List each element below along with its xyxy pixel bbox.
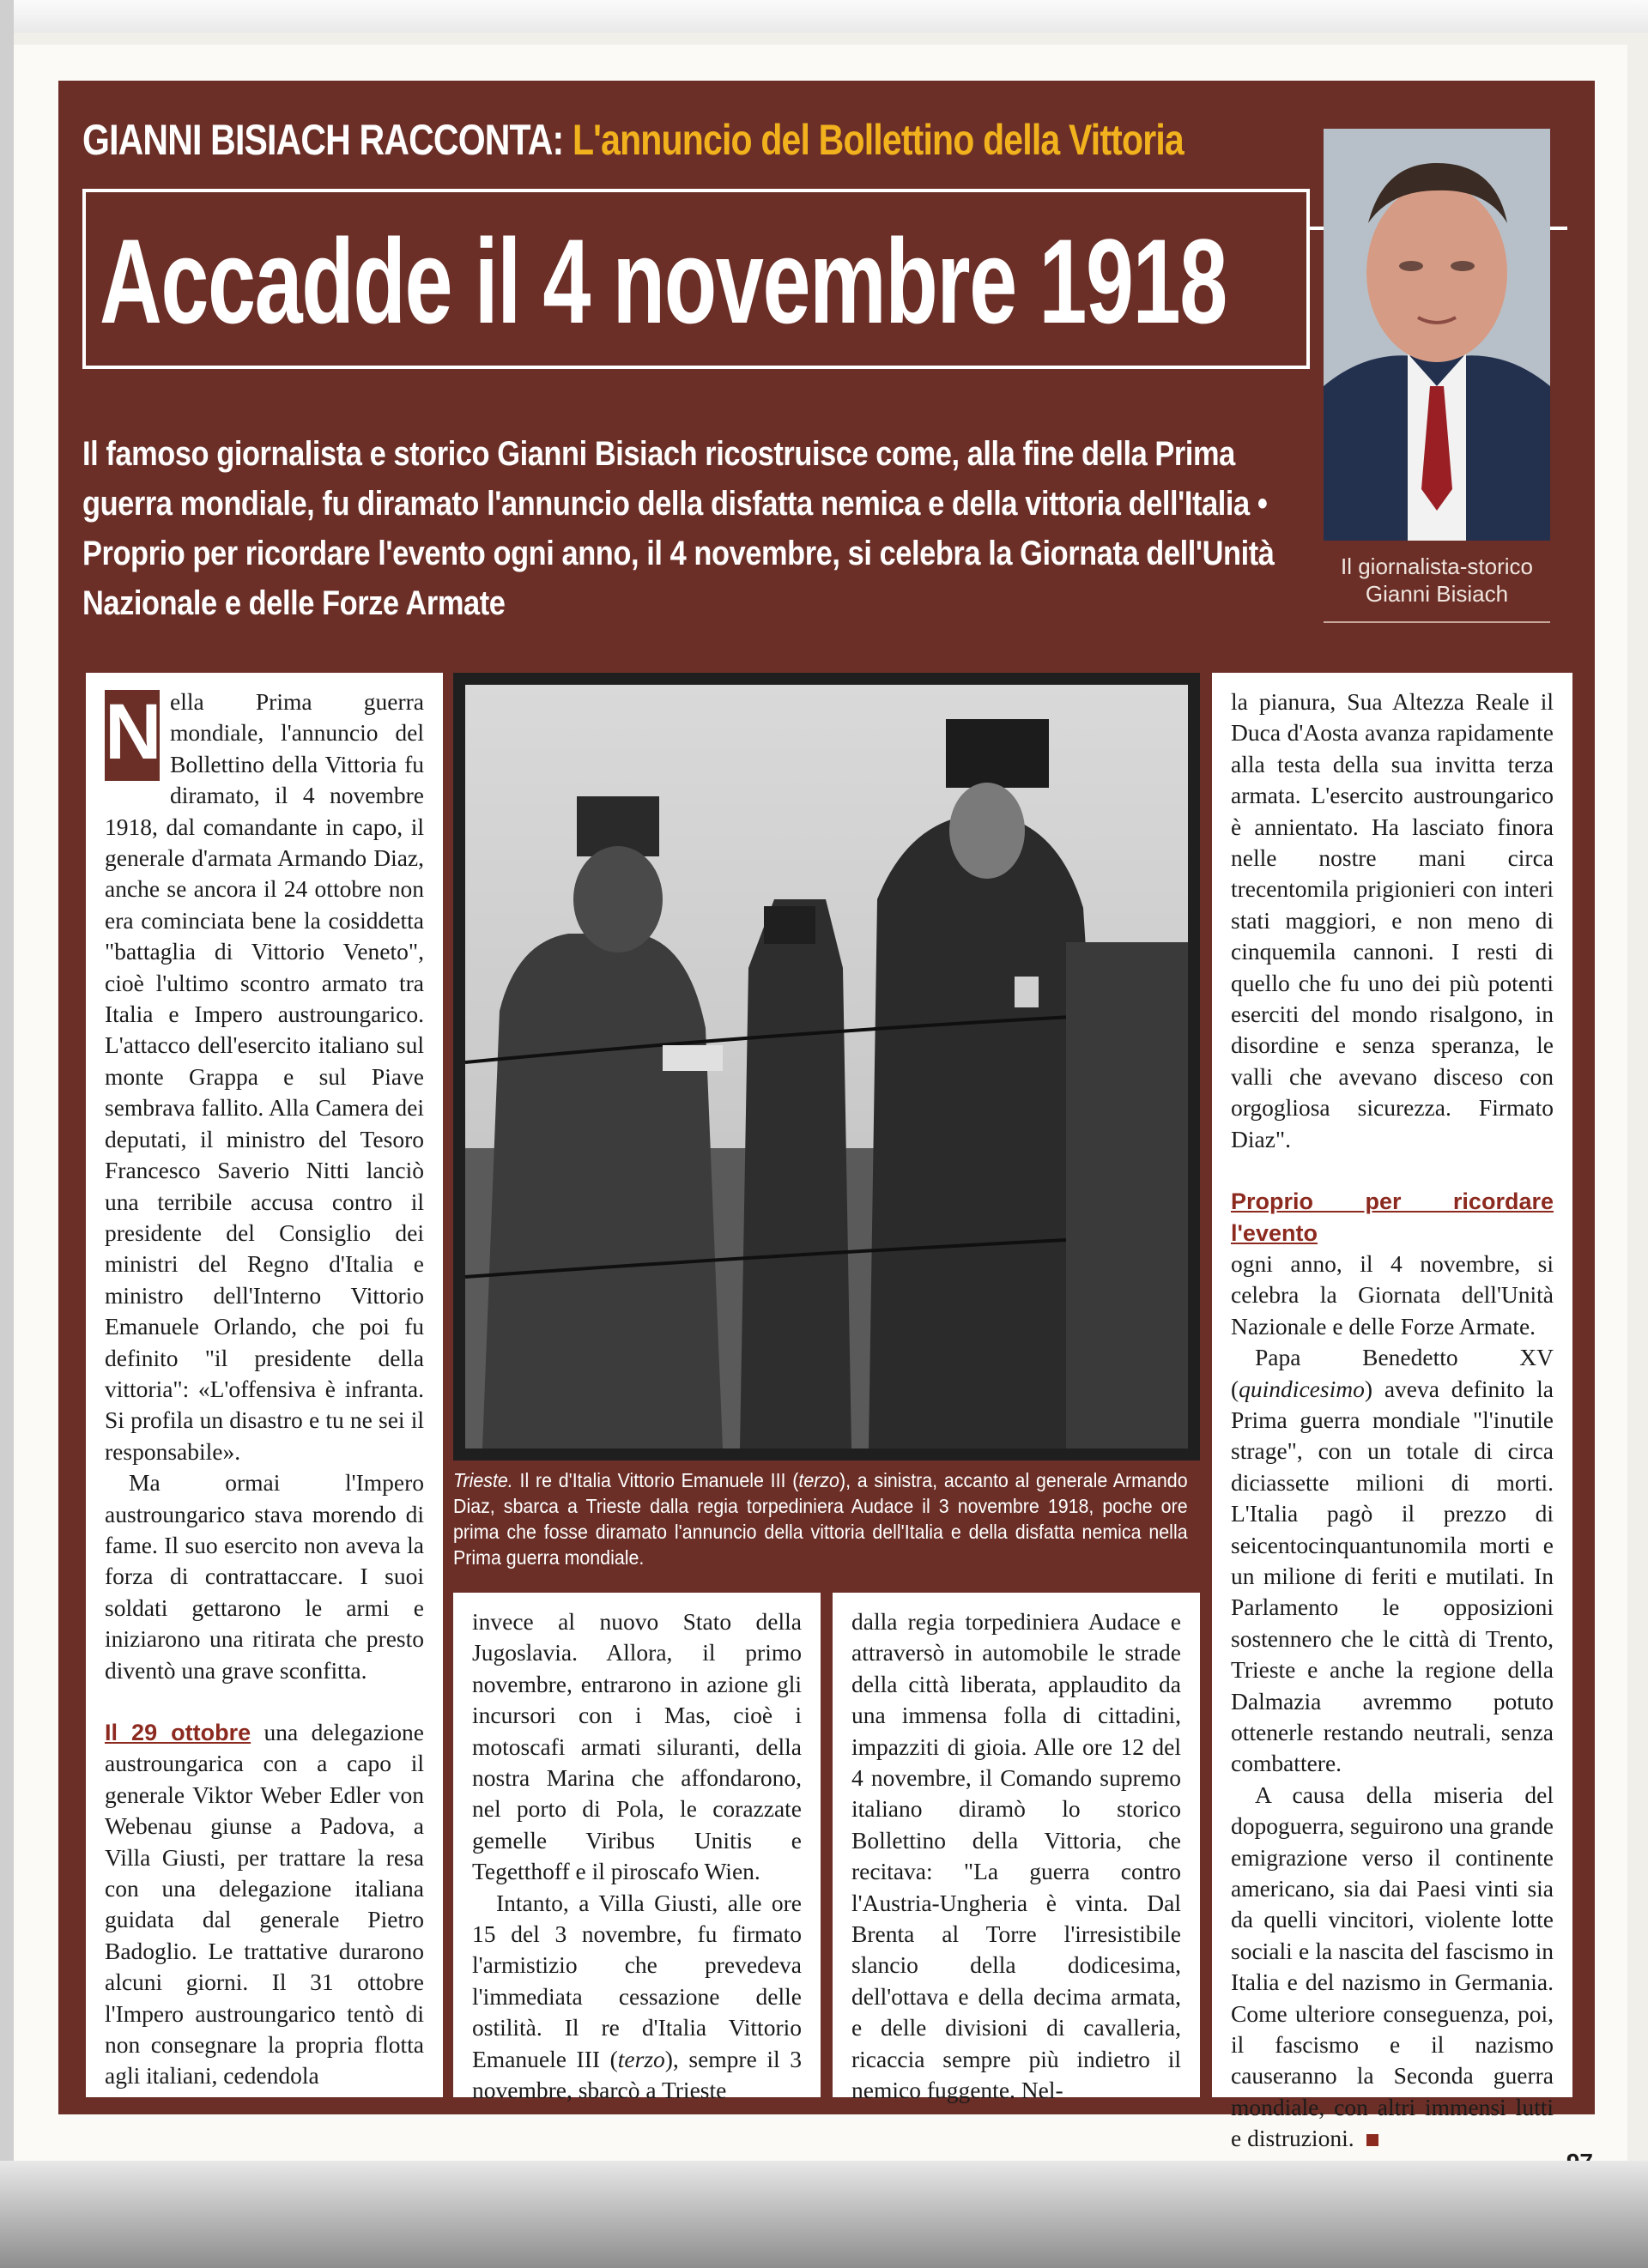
col2-para1: invece al nuovo Stato della Jugoslavia. Allora, il primo novembre, entrarono in azione gli incursori con i Mas, cioè i motoscafi armati siluranti, della nostra Marina che affondarono, nel porto di Pola, le corazzate gemelle Viribus Unitis e Tegetthoff e il piroscafo Wien. (472, 1608, 802, 1885)
scan-bottom-edge (0, 2161, 1648, 2268)
caption-italic: terzo (798, 1469, 839, 1491)
photo-caption (453, 1467, 1200, 1581)
standfirst (82, 429, 1301, 635)
scan-top-edge (0, 0, 1648, 33)
portrait-caption (1320, 553, 1554, 620)
scan-left-edge (0, 0, 14, 2268)
col4-para4-text: A causa della miseria del dopoguerra, seguirono una grande emigrazione verso il continente americano, sia dai Paesi vinti sia da quelli vincitori, violente lotte sociali e la nascita del fascismo in Italia e del nazismo in Germania. Come ulteriore conseguenza, poi, il fascismo e il nazismo causeranno la Seconda guerra mondiale, con altri immensi lutti e distruzioni. (1231, 1781, 1554, 2152)
end-mark-icon (1366, 2134, 1378, 2146)
column-4 (1212, 673, 1572, 2152)
subhead-29-ottobre: Il 29 ottobre (105, 1720, 251, 1745)
caption-rule (1324, 621, 1550, 623)
portrait-caption-line2: Gianni Bisiach (1365, 581, 1509, 607)
author-portrait (1324, 129, 1550, 541)
magazine-page (14, 45, 1627, 2161)
subhead-proprio-per-ricordare: Proprio per ricordare l'evento (1231, 1188, 1554, 1246)
col4-para3-b: ) aveva definito la Prima guerra mondiale "l'inutile strage", con un totale di circa diciassette milioni di morti. L'Italia pagò il prezzo di seicentocinquantunomila morti e un milione di feriti e mutilati. In Parlamento le opposizioni sostennero che le città di Trento, Trieste e anche la regione della Dalmazia avremmo potuto ottenerle restando neutrali, senza combattere. (1231, 1375, 1554, 1777)
col1-para3-text: una delegazione austroungarica con a capo il generale Viktor Weber Edler von Webenau giunse a Padova, a Villa Giusti, per trattare la resa con una delegazione italiana guidata dal generale Pietro Badoglio. Le trattative durarono alcuni giorni. Il 31 ottobre l'Impero austroungarico tentò di non consegnare la propria flotta agli italiani, cedendola (105, 1719, 424, 2090)
kicker (82, 110, 1184, 170)
col2-para2 (472, 1888, 802, 2107)
col4-subhead (1231, 1186, 1554, 1249)
col1-para1 (105, 686, 424, 1467)
col4-para2: ogni anno, il 4 novembre, si celebra la Giornata dell'Unità Nazionale e delle Forze Armate. (1231, 1249, 1554, 1340)
col1-para2: Ma ormai l'Impero austroungarico stava morendo di fame. Il suo esercito non aveva la forza di contrattaccare. I suoi soldati gettarono le armi e iniziarono una ritirata che presto diventò una grave sconfitta. (105, 1469, 424, 1684)
standfirst-text: Il famoso giornalista e storico Gianni Bisiach ricostruisce come, alla fine della Prima guerra mondiale, fu diramato l'annuncio della disfatta nemica e della vittoria dell'Italia • Proprio per ricordare l'evento ogni anno, il 4 novembre, si celebra la Giornata dell'Unità Nazionale e delle Forze Armate (82, 435, 1275, 622)
photo-caption-text (453, 1467, 1188, 1570)
col4-para1: la pianura, Sua Altezza Reale il Duca d'Aosta avanza rapidamente alla testa della sua invitta terza armata. L'esercito austroungarico è annientato. Ha lasciato finora nelle nostre mani circa trecentomila prigionieri con interi stati maggiori, e non meno di cinquemila cannoni. I resti di quello che fu uno dei più potenti eserciti del mondo risalgono, in disordine e senza speranza, le valli che avevano disceso con orgogliosa sicurezza. Firmato Diaz". (1231, 688, 1554, 1152)
column-3 (833, 1593, 1200, 2104)
portrait-caption-line1: Il giornalista-storico (1341, 553, 1533, 579)
col2-para2-italic: terzo (617, 2045, 665, 2072)
caption-part-a: Il re d'Italia Vittorio Emanuele III ( (512, 1469, 799, 1491)
drop-cap: N (105, 690, 160, 781)
col4-para4 (1231, 1780, 1554, 2155)
kicker-topic: L'annuncio del Bollettino della Vittoria (572, 116, 1184, 164)
col1-para1-text: ella Prima guerra mondiale, l'annuncio del Bollettino della Vittoria fu diramato, il 4 novembre 1918, dal comandante in capo, il generale d'armata Armando Diaz, anche se ancora il 24 ottobre non era cominciata bene la cosiddetta "battaglia di Vittorio Veneto", cioè l'ultimo scontro armato tra Italia e Impero austroungarico. L'attacco dell'esercito italiano sul monte Grappa e sul Piave sembrava fallito. Alla Camera dei deputati, il ministro del Tesoro Francesco Saverio Nitti lanciò una terribile accusa contro il presidente del Consiglio dei ministri del Regno d'Italia e ministro dell'Interno Vittorio Emanuele Orlando, che poi fu definito "il presidente della vittoria": «L'offensiva è infranta. Si profila un disastro e tu ne sei il responsabile». (105, 688, 424, 1465)
column-2 (453, 1593, 821, 2104)
col1-para3 (105, 1717, 424, 2092)
column-1 (86, 673, 443, 2097)
historical-photo (453, 673, 1200, 1461)
col4-para3-italic: quindicesimo (1239, 1375, 1365, 1402)
page-title: Accadde il 4 novembre 1918 (100, 214, 1227, 348)
kicker-author: GIANNI BISIACH RACCONTA: (82, 116, 564, 164)
caption-part-b: ), a sinistra, accanto al generale Armando Diaz, sbarca a Trieste dalla regia torpediniera Audace il 3 novembre 1918, poche ore prima che fosse diramato l'annuncio della vittoria dell'Italia e della disfatta nemica nella Prima guerra mondiale. (453, 1469, 1188, 1569)
col2-para2-b: ), sempre il 3 novembre, sbarcò a Trieste (472, 2045, 803, 2104)
col3-para1: dalla regia torpediniera Audace e attraversò in automobile le strade della città liberata, applaudito da una immensa folla di cittadini, impazziti di gioia. Alle ore 12 del 4 novembre, il Comando supremo italiano diramò lo storico Bollettino della Vittoria, che recitava: "La guerra contro l'Austria-Ungheria è vinta. Dal Brenta al Torre l'irresistibile slancio della dodicesima, dell'ottava e della decima armata, e delle divisioni di cavalleria, ricaccia sempre più indietro il nemico fuggente. Nel- (851, 1608, 1181, 2104)
portrait-image (1324, 129, 1550, 541)
photo-image (465, 685, 1188, 1448)
col4-para3-a: Papa Benedetto XV ( (1231, 1344, 1554, 1402)
col4-para3 (1231, 1342, 1554, 1780)
col2-para2-a: Intanto, a Villa Giusti, alle ore 15 del 3 novembre, fu firmato l'armistizio che prevedeva l'immediata cessazione delle ostilità. Il re d'Italia Vittorio Emanuele III ( (472, 1889, 802, 2072)
caption-place: Trieste. (453, 1469, 513, 1491)
